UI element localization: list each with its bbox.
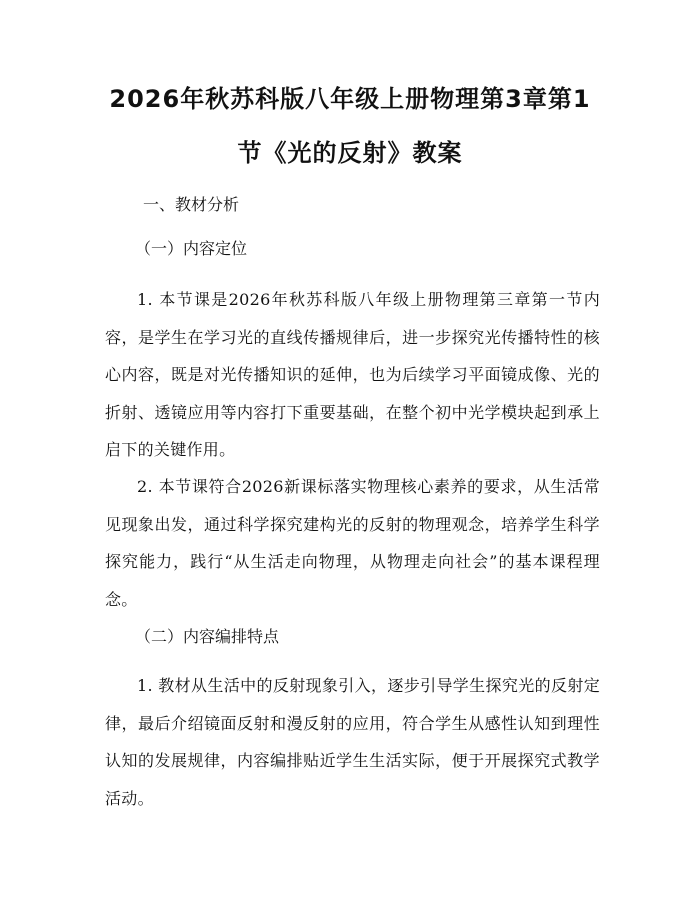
paragraph-1: 1. 本节课是2026年秋苏科版八年级上册物理第三章第一节内容，是学生在学习光的直线传播规律后，进一步探究光传播特性的核心内容，既是对光传播知识的延伸，也为后续学习平面镜成像、光的折射、透镜应用等内容打下重要基础，在整个初中光学模块起到承上启下的关键作用。	[105, 290, 600, 459]
document-title-line2: 节《光的反射》教案	[237, 139, 463, 167]
paragraph-2: 2. 本节课符合2026新课标落实物理核心素养的要求，从生活常见现象出发，通过科学探究建构光的反射的物理观念，培养学生科学探究能力，践行“从生活走向物理，从物理走向社会”的基本课程理念。	[105, 477, 600, 609]
section-heading-textbook-analysis: 一、教材分析	[143, 195, 240, 214]
document-title-line1: 2026年秋苏科版八年级上册物理第3章第1	[109, 85, 591, 113]
subsection-heading-content-position: （一）内容定位	[135, 239, 248, 258]
paragraph-3: 1. 教材从生活中的反射现象引入，逐步引导学生探究光的反射定律，最后介绍镜面反射和漫反射的应用，符合学生从感性认知到理性认知的发展规律，内容编排贴近学生生活实际，便于开展探究式教学活动。	[105, 676, 600, 808]
subsection-heading-layout-features: （二）内容编排特点	[135, 627, 280, 646]
